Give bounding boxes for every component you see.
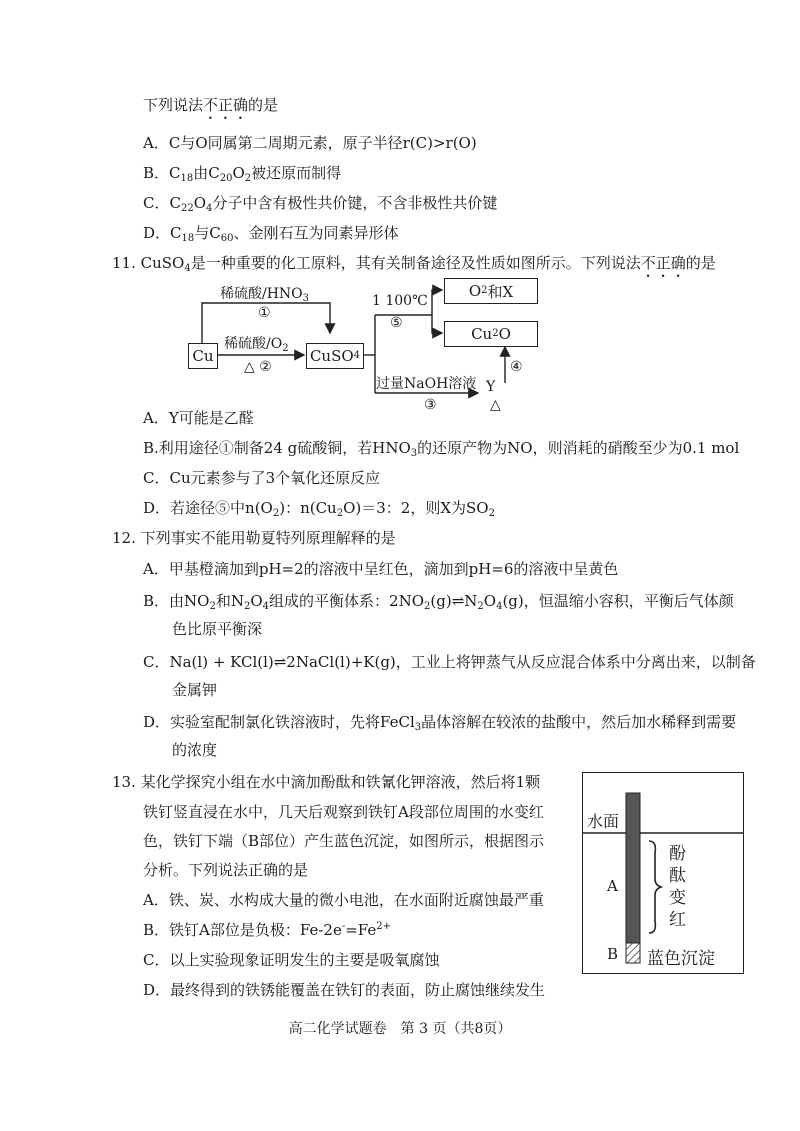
q13-option-c: C．以上实验现象证明发生的主要是吸氧腐蚀 <box>143 951 440 969</box>
q10-option-a: A．C与O同属第二周期元素，原子半径r(C)>r(O) <box>143 134 477 152</box>
cu2o-box: Cu 2 O <box>444 321 538 347</box>
q13-stem-line4: 分析。下列说法正确的是 <box>143 861 309 879</box>
q11-option-b: B.利用途径①制备24 g硫酸铜，若$HNO_3$的还原产物为NO，则消耗的硝酸至少为0.1 mol <box>143 439 740 459</box>
q12-option-a: A．甲基橙滴加到pH=2的溶液中呈红色，滴加到pH=6的溶液中呈黄色 <box>143 560 619 578</box>
q11-stem: 11. CuSO$_4$是一种重要的化工原料，其有关制备途径及性质如图所示。下列说法不正确的是 <box>112 254 716 274</box>
iron-nail-figure <box>582 772 744 974</box>
route-5-to-cu2o-arrow <box>432 315 442 333</box>
o2-x-box: O 2 和X <box>444 278 538 304</box>
red-zone-brace <box>649 841 661 933</box>
q11-option-a: A．Y可能是乙醛 <box>143 409 254 427</box>
route-5-number: ⑤ <box>390 315 403 331</box>
q13-option-b: B．铁钉A部位是负极：$Fe-2e^-=Fe^{2+}$ <box>143 921 392 939</box>
blue-precipitate-label: 蓝色沉淀 <box>647 949 715 969</box>
route-1-label: 稀硫酸$/HNO_3$ <box>220 286 310 304</box>
q12-option-d: D．实验室配制氯化铁溶液时，先将FeCl$_3$晶体溶解在较浓的盐酸中，然后加水稀释到需要 <box>143 713 737 733</box>
label-b: B <box>607 945 619 963</box>
iron-nail <box>626 793 640 943</box>
cuso4-box: CuSO 4 <box>306 343 364 369</box>
route-2-label: 稀硫酸$/O_2$ <box>224 336 289 354</box>
q10-option-d: D．$C_{18}$与$C_{60}$、金刚石互为同素异形体 <box>143 224 399 244</box>
label-a: A <box>607 877 618 895</box>
q12-option-d-line2: 的浓度 <box>172 741 218 759</box>
route-5-to-o2x-arrow <box>432 290 442 315</box>
q13-stem-line3: 色，铁钉下端（B部位）产生蓝色沉淀，如图所示，根据图示 <box>143 832 545 850</box>
route-3-number: ③ <box>424 397 437 413</box>
cu-box: Cu <box>188 343 218 369</box>
q12-option-b-line2: 色比原平衡深 <box>172 620 263 638</box>
q12-option-c-line2: 金属钾 <box>172 681 218 699</box>
q13-stem-line2: 铁钉竖直浸在水中，几天后观察到铁钉A段部位周围的水变红 <box>143 803 544 821</box>
q11-option-c: C．Cu元素参与了3个氧化还原反应 <box>143 469 381 487</box>
temperature-label: 1 100℃ <box>372 293 428 309</box>
heat-symbol: △ <box>490 397 501 413</box>
cuso4-flow-diagram <box>180 275 560 415</box>
q13-option-a: A．铁、炭、水构成大量的微小电池，在水面附近腐蚀最严重 <box>143 891 544 909</box>
naoh-label: 过量NaOH溶液 <box>376 376 477 392</box>
page-footer: 高二化学试题卷 第 3 页（共8页） <box>288 1021 512 1037</box>
q13-stem-line1: 13. 某化学探究小组在水中滴加酚酞和铁氰化钾溶液，然后将1颗 <box>112 773 541 791</box>
q10-option-c: C．$C_{22}O_4$分子中含有极性共价键，不含非极性共价键 <box>143 194 498 214</box>
q10-option-b: B．$C_{18}$由$C_{20}O_2$被还原而制得 <box>143 164 342 184</box>
route-2-number: △ ② <box>244 359 272 375</box>
q11-option-d: D．若途径⑤中$n(O_2)$：$n(Cu_2O)=3$：2，则X为$SO_2$ <box>143 499 495 519</box>
q12-option-b: B．由$NO_2$和$N_2O_4$组成的平衡体系：$2NO_2(g)\rightleftharpoons N_2O_4(g)$，恒温缩小容积，平衡后气体颜 <box>143 592 734 612</box>
q10-stem: 下列说法不正确的是 <box>143 96 279 114</box>
q12-stem: 12. 下列事实不能用勒夏特列原理解释的是 <box>112 529 396 547</box>
q13-option-d: D．最终得到的铁锈能覆盖在铁钉的表面，防止腐蚀继续发生 <box>143 981 546 999</box>
route-4-number: ④ <box>510 359 523 375</box>
route-1-number: ① <box>258 305 271 321</box>
phenolphthalein-red-label: 酚 酞 变 红 <box>669 844 686 930</box>
q12-option-c: C．Na(l) + KCl(l)⇌2NaCl(l)+K(g)，工业上将钾蒸气从反应混合体系中分离出来，以制备 <box>143 653 756 671</box>
iron-nail-drawing <box>583 773 743 973</box>
water-surface-label: 水面 <box>587 812 620 831</box>
y-label: Y <box>486 379 496 395</box>
nail-tip-b <box>626 943 640 963</box>
